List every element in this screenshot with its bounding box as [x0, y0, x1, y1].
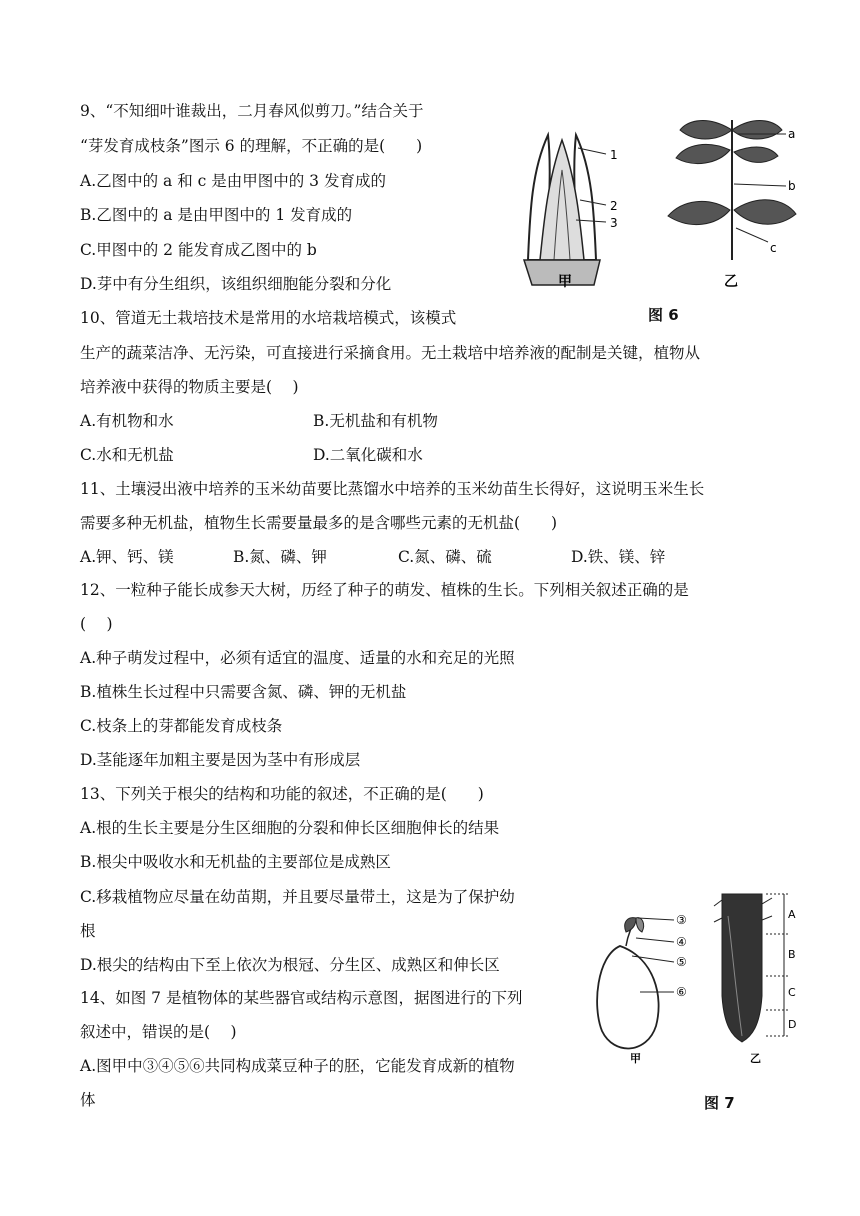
q11-stem-line1: 11、土壤浸出液中培养的玉米幼苗要比蒸馏水中培养的玉米幼苗生长得好，这说明玉米生长	[80, 480, 705, 498]
fig6-mark-2: 2	[610, 199, 618, 213]
q10-option-d: D.二氧化碳和水	[313, 446, 423, 464]
fig6-mark-a: a	[788, 127, 796, 141]
q12-option-d: D.茎能逐年加粗主要是因为茎中有形成层	[80, 751, 361, 769]
q9-option-c: C.甲图中的 2 能发育成乙图中的 b	[80, 241, 317, 259]
q12-stem-line1: 12、一粒种子能长成参天大树，历经了种子的萌发、植株的生长。下列相关叙述正确的是	[80, 581, 689, 599]
q10-stem-line2: 生产的蔬菜洁净、无污染，可直接进行采摘食用。无土栽培中培养液的配制是关键，植物从	[80, 344, 701, 362]
fig6-mark-c: c	[770, 241, 777, 255]
q13-stem: 13、下列关于根尖的结构和功能的叙述，不正确的是( )	[80, 785, 484, 803]
q14-option-a-line2: 体	[80, 1091, 96, 1109]
figure-6	[518, 110, 808, 295]
seed-drawing	[597, 918, 674, 1049]
root-tip-drawing	[714, 894, 788, 1042]
q11-option-d: D.铁、镁、锌	[571, 548, 666, 566]
fig6-mark-b: b	[788, 179, 796, 193]
q13-option-b: B.根尖中吸收水和无机盐的主要部位是成熟区	[80, 853, 391, 871]
q11-option-b: B.氮、磷、钾	[233, 548, 327, 566]
q14-option-a-line1: A.图甲中③④⑤⑥共同构成菜豆种子的胚，它能发育成新的植物	[80, 1057, 515, 1075]
q10-option-a: A.有机物和水	[80, 412, 174, 430]
q9-stem-line2: “芽发育成枝条”图示 6 的理解，不正确的是( )	[80, 137, 423, 155]
q14-stem-line1: 14、如图 7 是植物体的某些器官或结构示意图，据图进行的下列	[80, 989, 523, 1007]
fig7-mark-6: ⑥	[676, 985, 687, 999]
fig7-label-yi: 乙	[750, 1052, 761, 1065]
fig7-label-jia: 甲	[630, 1052, 641, 1065]
q11-stem-line2: 需要多种无机盐，植物生长需要量最多的是含哪些元素的无机盐( )	[80, 514, 558, 532]
fig6-label-jia: 甲	[558, 274, 572, 290]
q11-option-a: A.钾、钙、镁	[80, 548, 174, 566]
fig6-mark-1: 1	[610, 148, 618, 162]
q13-option-d: D.根尖的结构由下至上依次为根冠、分生区、成熟区和伸长区	[80, 956, 500, 974]
q13-option-a: A.根的生长主要是分生区细胞的分裂和伸长区细胞伸长的结果	[80, 819, 500, 837]
fig7-mark-A: A	[788, 908, 796, 921]
figure-7	[592, 886, 812, 1066]
q14-stem-line2: 叙述中，错误的是( )	[80, 1023, 237, 1041]
fig7-mark-C: C	[788, 986, 796, 999]
q10-stem-line1: 10、管道无土栽培技术是常用的水培栽培模式，该模式	[80, 309, 457, 327]
fig7-mark-5: ⑤	[676, 955, 687, 969]
fig7-mark-3: ③	[676, 913, 687, 927]
fig6-label-yi: 乙	[724, 274, 738, 290]
figure-7-caption: 图 7	[704, 1094, 735, 1112]
q13-option-c-line2: 根	[80, 922, 96, 940]
branch-drawing	[668, 120, 796, 260]
q9-stem-line1: 9、“不知细叶谁裁出，二月春风似剪刀。”结合关于	[80, 102, 424, 120]
q12-option-b: B.植株生长过程中只需要含氮、磷、钾的无机盐	[80, 683, 407, 701]
q10-option-b: B.无机盐和有机物	[313, 412, 438, 430]
fig7-mark-D: D	[788, 1018, 797, 1031]
q10-stem-line3: 培养液中获得的物质主要是( )	[80, 378, 299, 396]
bud-section-drawing	[524, 135, 606, 285]
q12-option-c: C.枝条上的芽都能发育成枝条	[80, 717, 283, 735]
q9-option-d: D.芽中有分生组织，该组织细胞能分裂和分化	[80, 275, 392, 293]
fig7-mark-B: B	[788, 948, 796, 961]
q10-option-c: C.水和无机盐	[80, 446, 174, 464]
q12-stem-line2: ( )	[80, 615, 113, 633]
fig6-mark-3: 3	[610, 216, 618, 230]
q12-option-a: A.种子萌发过程中，必须有适宜的温度、适量的水和充足的光照	[80, 649, 515, 667]
fig7-mark-4: ④	[676, 935, 687, 949]
q13-option-c-line1: C.移栽植物应尽量在幼苗期，并且要尽量带土，这是为了保护幼	[80, 888, 515, 906]
figure-6-caption: 图 6	[648, 306, 679, 324]
q9-option-a: A.乙图中的 a 和 c 是由甲图中的 3 发育成的	[80, 172, 386, 190]
q11-option-c: C.氮、磷、硫	[398, 548, 492, 566]
q9-option-b: B.乙图中的 a 是由甲图中的 1 发育成的	[80, 206, 353, 224]
